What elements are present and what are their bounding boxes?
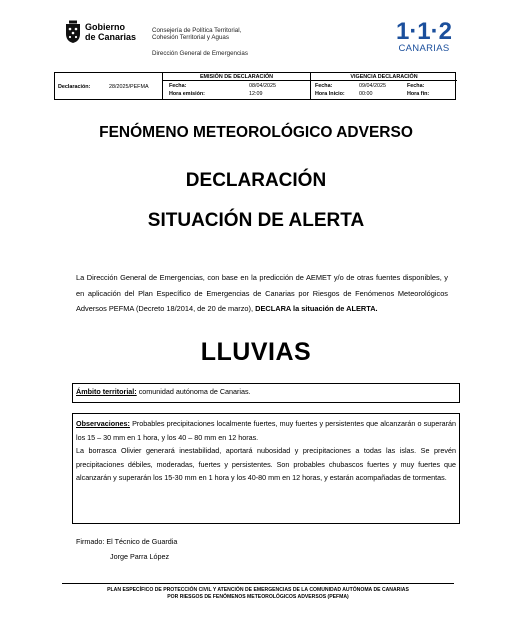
direccion-general: Dirección General de Emergencias [152,50,248,57]
consejeria [152,27,241,41]
logo-112-number: 1·1·2 [395,18,452,45]
logo-112-subtitle: CANARIAS [398,43,450,54]
vig-fecha-label: Fecha: [315,83,333,89]
observaciones-p2: La borrasca Olivier generará inestabilidad, aportará nubosidad y precipitaciones a todas las islas. Se prevén precipitaciones débiles, moderadas, fuertes y persistentes. Son probables chubascos fuertes y muy fuertes que alcanzarán y superarán los 15-30 mm en 1 hora y los 40-80 mm en 12 horas, y estarán acompañadas de tormentas. [76,446,456,482]
declaracion-value: 28/2025/PEFMA [109,84,149,90]
coat-of-arms-icon [64,20,82,44]
firmado: Firmado: El Técnico de Guardia [76,537,178,546]
declaration-table [54,72,456,100]
ambito-value: comunidad autónoma de Canarias. [136,387,251,396]
declaracion-label: Declaración: [58,84,91,90]
intro-text: La Dirección General de Emergencias, con base en la predicción de AEMET y/o de otras fuentes disponibles, y en aplicación del Plan Específico de Emergencias de Canarias por Riesgos de Fenómenos Meteorológicos Adversos PEFMA (Decreto 18/2014, de 20 de marzo), [76,273,448,313]
footer-line1: PLAN ESPECÍFICO DE PROTECCIÓN CIVIL Y ATENCIÓN DE EMERGENCIAS DE LA COMUNIDAD AUTÓNOMA DE CANARIAS [107,587,409,593]
emision-fecha-value: 08/04/2025 [249,83,276,89]
logo-line1: Gobierno [85,22,125,32]
emision-hora-value: 12:09 [249,91,263,97]
ambito-box [72,383,460,403]
gobierno-text [85,22,136,42]
firmante-nombre: Jorge Parra López [110,552,170,561]
observaciones-text1: Probables precipitaciones localmente fuertes, muy fuertes y persistentes que alcanzarán o superarán los 15 – 30 mm en 1 hora, y los 40 – 80 mm en 12 horas. [76,419,456,442]
vigencia-header: VIGENCIA DECLARACIÓN [311,73,457,81]
emision-hora-label: Hora emisión: [169,91,205,97]
declaracion-cell [55,73,163,99]
footer-line2: POR RIESGOS DE FENÓMENOS METEOROLÓGICOS ADVERSOS (PEFMA) [167,594,349,600]
vigencia-cell [311,73,457,99]
phenomenon-title: LLUVIAS [200,338,312,366]
ambito-label: Ámbito territorial: [76,387,137,396]
title-fenomeno: FENÓMENO METEOROLÓGICO ADVERSO [99,124,413,141]
logo-line2: de Canarias [85,32,137,42]
footer [62,583,454,601]
title-situacion-alerta: SITUACIÓN DE ALERTA [147,210,365,231]
intro-bold-text: DECLARA la situación de ALERTA. [255,304,378,313]
intro-paragraph [76,270,448,317]
gobierno-logo [64,20,136,44]
vig-hora-inicio-label: Hora Inicio: [315,91,345,97]
consejeria-line2: Cohesión Territorial y Aguas [152,34,229,41]
vig-fecha-value: 09/04/2025 [359,83,386,89]
observaciones-p1 [76,417,456,444]
observaciones-box [72,413,460,524]
emision-header: EMISIÓN DE DECLARACIÓN [163,73,310,81]
title-declaracion: DECLARACIÓN [185,170,327,191]
observaciones-label: Observaciones: [76,419,130,428]
emision-cell [163,73,311,99]
logo-112 [396,20,452,54]
vig-hora-fin-label: Hora fin: [407,91,430,97]
emision-fecha-label: Fecha: [169,83,187,89]
vig-fecha2-label: Fecha: [407,83,425,89]
vig-hora-inicio-value: 00:00 [359,91,373,97]
consejeria-line1: Consejería de Política Territorial, [152,27,242,34]
